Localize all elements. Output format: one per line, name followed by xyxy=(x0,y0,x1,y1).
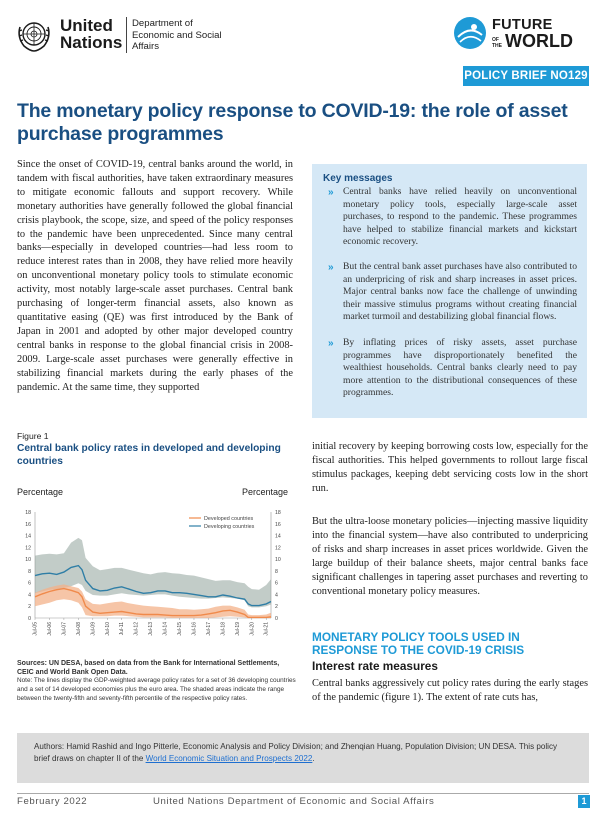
footer-department: United Nations Department of Economic and Social Affairs xyxy=(153,796,435,807)
authors-body: Authors: Hamid Rashid and Ingo Pitterle, Economic Analysis and Policy Division; and Zhenqian Huang, Population Division; UN DESA. This policy brief draws on chapter II of the xyxy=(34,742,558,763)
y-tick-label-right: 2 xyxy=(275,604,278,611)
key-messages-title: Key messages xyxy=(323,173,393,184)
right-paragraph-2: But the ultra-loose monetary policies—injecting massive liquidity into the financial system—have also contributed to underpricing of risks and sharp increases in asset prices worldwide. Given the large buildup of their balance sheets, major central banks face significant challenges in tapering asset purchases and reverting to conventional monetary policy measures. xyxy=(312,516,588,597)
un-department-text: Department of Economic and Social Affairs xyxy=(132,18,222,52)
y-tick-label-right: 4 xyxy=(275,592,278,599)
legend-label: Developed countries xyxy=(204,516,254,522)
x-tick-label: Jul-06 xyxy=(46,622,53,636)
y-tick-label-left: 6 xyxy=(28,580,31,587)
key-message-1: Central banks have relied heavily on unconventional monetary policy tools, especially large-scale asset purchases, to respond to the pandemic. These programmes have helped to stabilize financial markets and kickstart economic recovery. xyxy=(343,186,577,248)
y-tick-label-left: 12 xyxy=(25,545,31,552)
key-message-bullet: » xyxy=(328,338,334,349)
figure-title: Central bank policy rates in developed and developing countries xyxy=(17,443,281,467)
y-tick-label-right: 18 xyxy=(275,510,281,516)
y-tick-label-right: 0 xyxy=(275,616,278,622)
ftw-world-text: WORLD xyxy=(505,31,573,51)
y-tick-label-left: 16 xyxy=(25,521,31,528)
x-tick-label: Jul-12 xyxy=(133,622,140,636)
key-message-3: By inflating prices of risky assets, asset purchase programmes have disproportionately benefited the wealthiest households. Central banks clearly need to pay more attention to the distributional consequences of these programmes. xyxy=(343,337,577,399)
intro-paragraph: Since the onset of COVID-19, central banks around the world, in tandem with fiscal authorities, have taken extraordinary measures to mitigate economic fallouts and support recovery. While monetary authorities have generally followed the global financial crisis playbook, the scope, size, and speed of the policy responses to the pandemic have been unprecedented. Since many central banks—especially in developed countries—had less room to reduce interest rates than in 2008, they have relied more heavily on unconventional monetary policy tools to stimulate economic activity, most notably large-scale asset purchases. Central bank purchasing of longer-term financial assets, also known as quantitative easing (QE) was first introduced by the Bank of Japan in 2001 and adopted by other major developed country central banks in response to the global financial crisis in 2008-2009. Large-scale asset purchases were generally effective in stabilizing financial markets during the early phases of the pandemic. At the same time, they supported xyxy=(17,159,293,393)
x-tick-label: Jul-11 xyxy=(119,622,126,636)
authors-tail: . xyxy=(312,754,315,763)
key-message-2: But the central bank asset purchases have also contributed to an underpricing of risk and sharp increases in asset prices. Major central banks now face the challenge of unwinding their massive stimulus programs without creating financial market turmoil and destabilizing global financial flows. xyxy=(343,261,577,323)
ftw-ofthe-text: OF THE xyxy=(492,37,502,49)
ftw-future-text: FUTURE xyxy=(492,17,553,33)
x-tick-label: Jul-09 xyxy=(90,622,97,636)
key-message-bullet: » xyxy=(328,187,334,198)
y-axis-label-right: Percentage xyxy=(242,487,289,497)
x-tick-label: Jul-20 xyxy=(249,622,256,636)
y-tick-label-right: 10 xyxy=(275,557,281,564)
y-tick-label-left: 14 xyxy=(25,533,31,540)
un-emblem-icon xyxy=(14,15,54,55)
y-tick-label-right: 8 xyxy=(275,568,278,575)
x-tick-label: Jul-14 xyxy=(162,622,169,636)
future-of-the-world-icon xyxy=(452,15,488,51)
section-heading: MONETARY POLICY TOOLS USED IN RESPONSE TO THE COVID-19 CRISIS xyxy=(312,630,525,657)
x-tick-label: Jul-16 xyxy=(191,622,198,636)
x-tick-label: Jul-21 xyxy=(263,622,270,636)
x-tick-label: Jul-08 xyxy=(75,622,82,636)
y-tick-label-left: 2 xyxy=(28,604,31,611)
y-tick-label-left: 4 xyxy=(28,592,31,599)
page-number: 1 xyxy=(578,795,590,808)
footer-rule xyxy=(17,793,589,794)
y-tick-label-left: 8 xyxy=(28,568,31,575)
x-tick-label: Jul-13 xyxy=(148,622,155,636)
un-name-text: United Nations xyxy=(60,16,123,52)
x-tick-label: Jul-05 xyxy=(32,622,39,636)
y-tick-label-right: 16 xyxy=(275,521,281,528)
x-tick-label: Jul-17 xyxy=(205,622,212,636)
y-tick-label-left: 0 xyxy=(28,616,31,622)
footer-date: February 2022 xyxy=(17,796,88,807)
x-tick-label: Jul-15 xyxy=(177,622,184,636)
header-divider xyxy=(126,17,127,53)
page-title: The monetary policy response to COVID-19: the role of asset purchase programmes xyxy=(17,100,568,145)
figure-label: Figure 1 xyxy=(17,431,49,441)
y-axis-label-left: Percentage xyxy=(17,487,64,497)
key-message-bullet: » xyxy=(328,262,334,273)
x-tick-label: Jul-18 xyxy=(220,622,227,636)
y-tick-label-right: 14 xyxy=(275,533,281,540)
y-tick-label-left: 10 xyxy=(25,557,31,564)
y-tick-label-left: 18 xyxy=(25,510,31,516)
policy-brief-badge: POLICY BRIEF NO129 xyxy=(463,66,589,86)
policy-rate-chart xyxy=(17,500,297,660)
x-tick-label: Jul-10 xyxy=(104,622,111,636)
y-tick-label-right: 12 xyxy=(275,545,281,552)
right-paragraph-1: initial recovery by keeping borrowing costs low, especially for the fiscal authorities. This helped governments to rollout large fiscal stimulus packages, keeping debt servicing costs low in the short run. xyxy=(312,441,588,494)
wesp-link[interactable]: World Economic Situation and Prospects 2022 xyxy=(145,754,313,763)
sub-heading: Interest rate measures xyxy=(312,659,438,673)
x-tick-label: Jul-19 xyxy=(234,622,241,636)
figure-note: Note: The lines display the GDP-weighted average policy rates for a set of 36 developing countries and a set of 14 developed economies plus the euro area. The shaded areas indicate the range between the twenty-fifth and seventy-fifth percentile of the respective policy rates. xyxy=(17,677,296,702)
right-paragraph-3: Central banks aggressively cut policy rates during the early stages of the pandemic (figure 1). The extent of rate cuts has, xyxy=(312,678,588,703)
legend-label: Developing countries xyxy=(204,524,255,530)
figure-source: Sources: UN DESA, based on data from the Bank for International Settlements, CEIC and World Bank Open Data. xyxy=(17,660,280,676)
x-tick-label: Jul-07 xyxy=(61,622,68,636)
authors-text xyxy=(34,741,574,765)
y-tick-label-right: 6 xyxy=(275,580,278,587)
